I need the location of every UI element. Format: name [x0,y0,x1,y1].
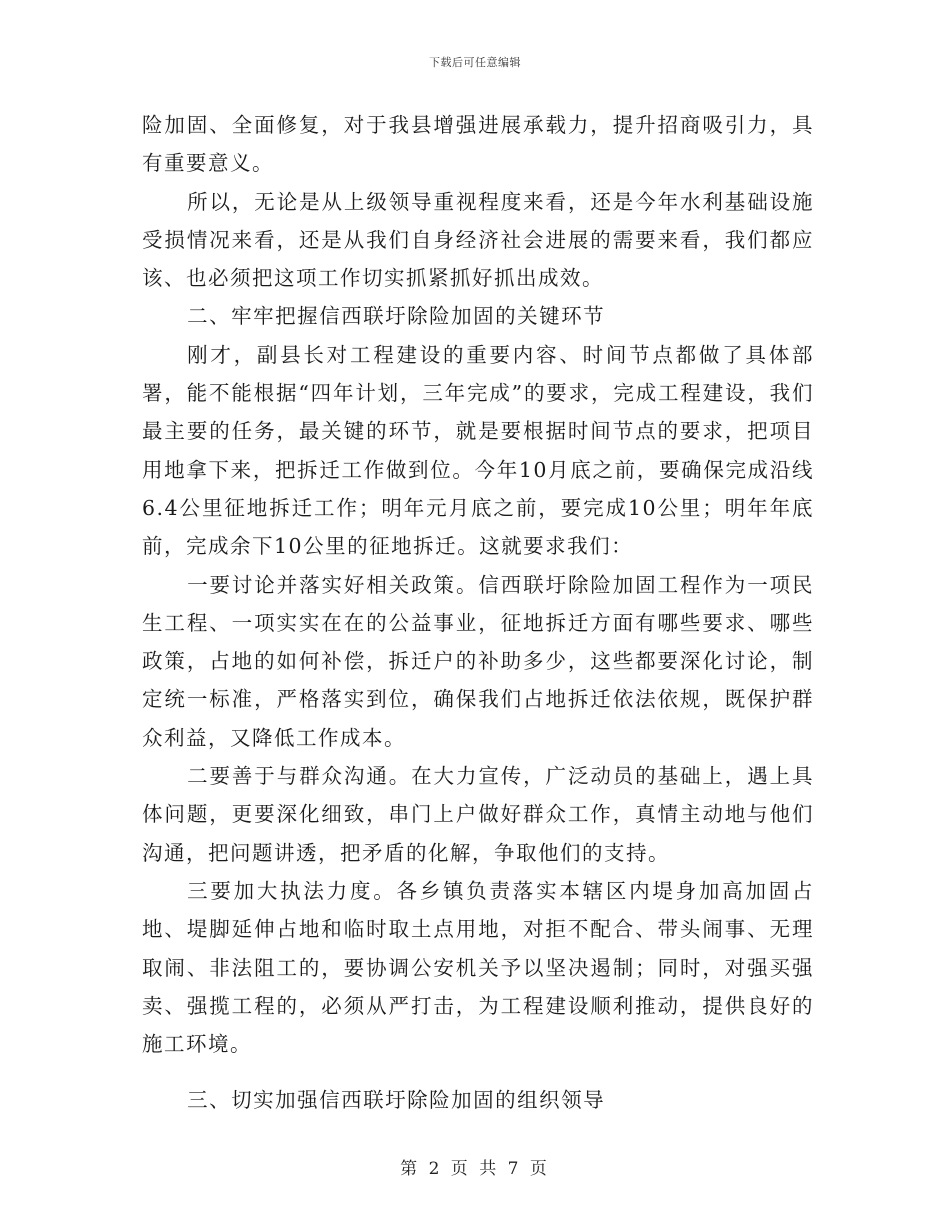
page-number: 第 2 页 共 7 页 [400,1159,550,1179]
paragraph-communication: 二要善于与群众沟通。在大力宣传，广泛动员的基础上，遇上具体问题，更要深化细致，串门上户做好群众工作，真情主动地与他们沟通，把问题讲透，把矛盾的化解，争取他们的支持。 [142,764,814,865]
paragraph-key-steps: 刚才，副县长对工程建设的重要内容、时间节点都做了具体部署，能不能根据“四年计划，三年完成”的要求，完成工程建设，我们最主要的任务，最关键的环节，就是要根据时间节点的要求，把项目用地拿下来，把拆迁工作做到位。今年10月底之前，要确保完成沿线6.4公里征地拆迁工作；明年元月底之前，要完成10公里；明年年底前，完成余下10公里的征地拆迁。这就要求我们： [142,342,814,559]
header-note: 下载后可任意编辑 [429,56,521,69]
paragraph-summary: 所以，无论是从上级领导重视程度来看，还是今年水利基础设施受损情况来看，还是从我们自身经济社会进展的需要来看，我们都应该、也必须把这项工作切实抓紧抓好抓出成效。 [142,189,814,291]
paragraph-policy: 一要讨论并落实好相关政策。信西联圩除险加固工程作为一项民生工程、一项实实在在的公益事业，征地拆迁方面有哪些要求、哪些政策，占地的如何补偿，拆迁户的补助多少，这些都要深化讨论，制定统一标准，严格落实到位，确保我们占地拆迁依法依规，既保护群众利益，又降低工作成本。 [142,572,814,750]
section-heading-2: 二、牢牢把握信西联圩除险加固的关键环节 [187,304,606,329]
document-body [142,106,814,1120]
paragraph-enforcement: 三要加大执法力度。各乡镇负责落实本辖区内堤身加高加固占地、堤脚延伸占地和临时取土点用地，对拒不配合、带头闹事、无理取闹、非法阻工的，要协调公安机关予以坚决遏制；同时，对强买强卖、强揽工程的，必须从严打击，为工程建设顺利推动，提供良好的施工环境。 [142,878,814,1057]
section-heading-3: 三、切实加强信西联圩除险加固的组织领导 [187,1088,606,1113]
paragraph-continuation: 险加固、全面修复，对于我县增强进展承载力，提升招商吸引力，具有重要意义。 [142,113,814,176]
